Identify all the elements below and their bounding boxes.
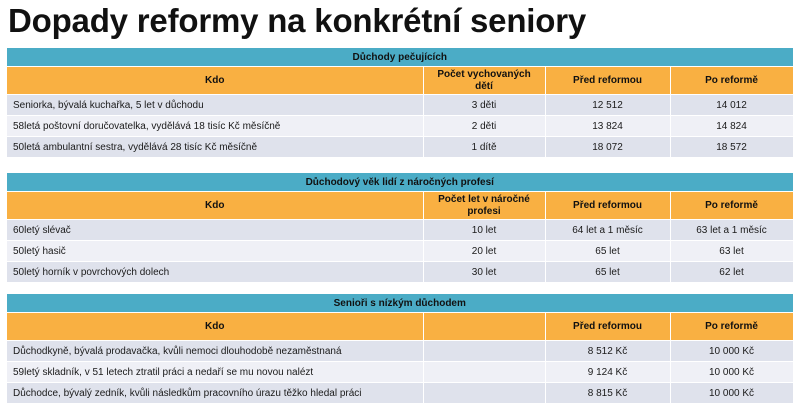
section-caption: Důchodový věk lidí z náročných profesí [7,173,793,192]
cell-years: 30 let [423,262,545,283]
column-header: Kdo [7,313,423,341]
cell-who: 60letý slévač [7,220,423,241]
table-row [7,241,793,262]
cell-before: 65 let [545,241,670,262]
column-header: Před reformou [545,67,670,95]
column-header: Před reformou [545,192,670,220]
table-row [7,341,793,362]
cell-after: 62 let [670,262,793,283]
cell-who: 59letý skladník, v 51 letech ztratil práci a nedaří se mu novou nalézt [7,362,423,383]
table-row [7,220,793,241]
cell-years: 10 let [423,220,545,241]
table-row [7,383,793,404]
cell-count: 1 dítě [423,137,545,158]
cell-before: 18 072 [545,137,670,158]
cell-before: 8 512 Kč [545,341,670,362]
column-header: Po reformě [670,313,793,341]
section-caption: Důchody pečujících [7,48,793,67]
cell-after: 63 let [670,241,793,262]
column-header: Počet let v náročné profesi [423,192,545,220]
cell-empty [423,362,545,383]
table-row [7,95,793,116]
cell-before: 12 512 [545,95,670,116]
cell-after: 63 let a 1 měsíc [670,220,793,241]
cell-after: 14 824 [670,116,793,137]
cell-before: 65 let [545,262,670,283]
page-title: Dopady reformy na konkrétní seniory [8,2,586,39]
column-header: Po reformě [670,67,793,95]
table-row [7,362,793,383]
cell-before: 8 815 Kč [545,383,670,404]
cell-after: 14 012 [670,95,793,116]
cell-after: 10 000 Kč [670,383,793,404]
cell-count: 2 děti [423,116,545,137]
column-header: Po reformě [670,192,793,220]
cell-count: 3 děti [423,95,545,116]
cell-who: Důchodkyně, bývalá prodavačka, kvůli nemoci dlouhodobě nezaměstnaná [7,341,423,362]
cell-before: 64 let a 1 měsíc [545,220,670,241]
cell-who: 58letá poštovní doručovatelka, vydělává 18 tisíc Kč měsíčně [7,116,423,137]
cell-who: Seniorka, bývalá kuchařka, 5 let v důchodu [7,95,423,116]
cell-before: 13 824 [545,116,670,137]
table-narocne-profese [7,173,794,283]
cell-who: 50letý hasič [7,241,423,262]
cell-who: Důchodce, bývalý zedník, kvůli následkům pracovního úrazu těžko hledal práci [7,383,423,404]
table-pecujici [7,48,794,158]
cell-who: 50letý horník v povrchových dolech [7,262,423,283]
column-header: Kdo [7,67,423,95]
cell-empty [423,383,545,404]
cell-after: 10 000 Kč [670,362,793,383]
table-row [7,137,793,158]
cell-who: 50letá ambulantní sestra, vydělává 28 tisíc Kč měsíčně [7,137,423,158]
cell-empty [423,341,545,362]
column-header: Počet vychovaných dětí [423,67,545,95]
column-header: Před reformou [545,313,670,341]
column-header [423,313,545,341]
table-row [7,116,793,137]
section-caption: Senioři s nízkým důchodem [7,294,793,313]
table-nizky-duchod [7,294,794,404]
cell-after: 10 000 Kč [670,341,793,362]
cell-before: 9 124 Kč [545,362,670,383]
cell-after: 18 572 [670,137,793,158]
table-row [7,262,793,283]
cell-years: 20 let [423,241,545,262]
column-header: Kdo [7,192,423,220]
